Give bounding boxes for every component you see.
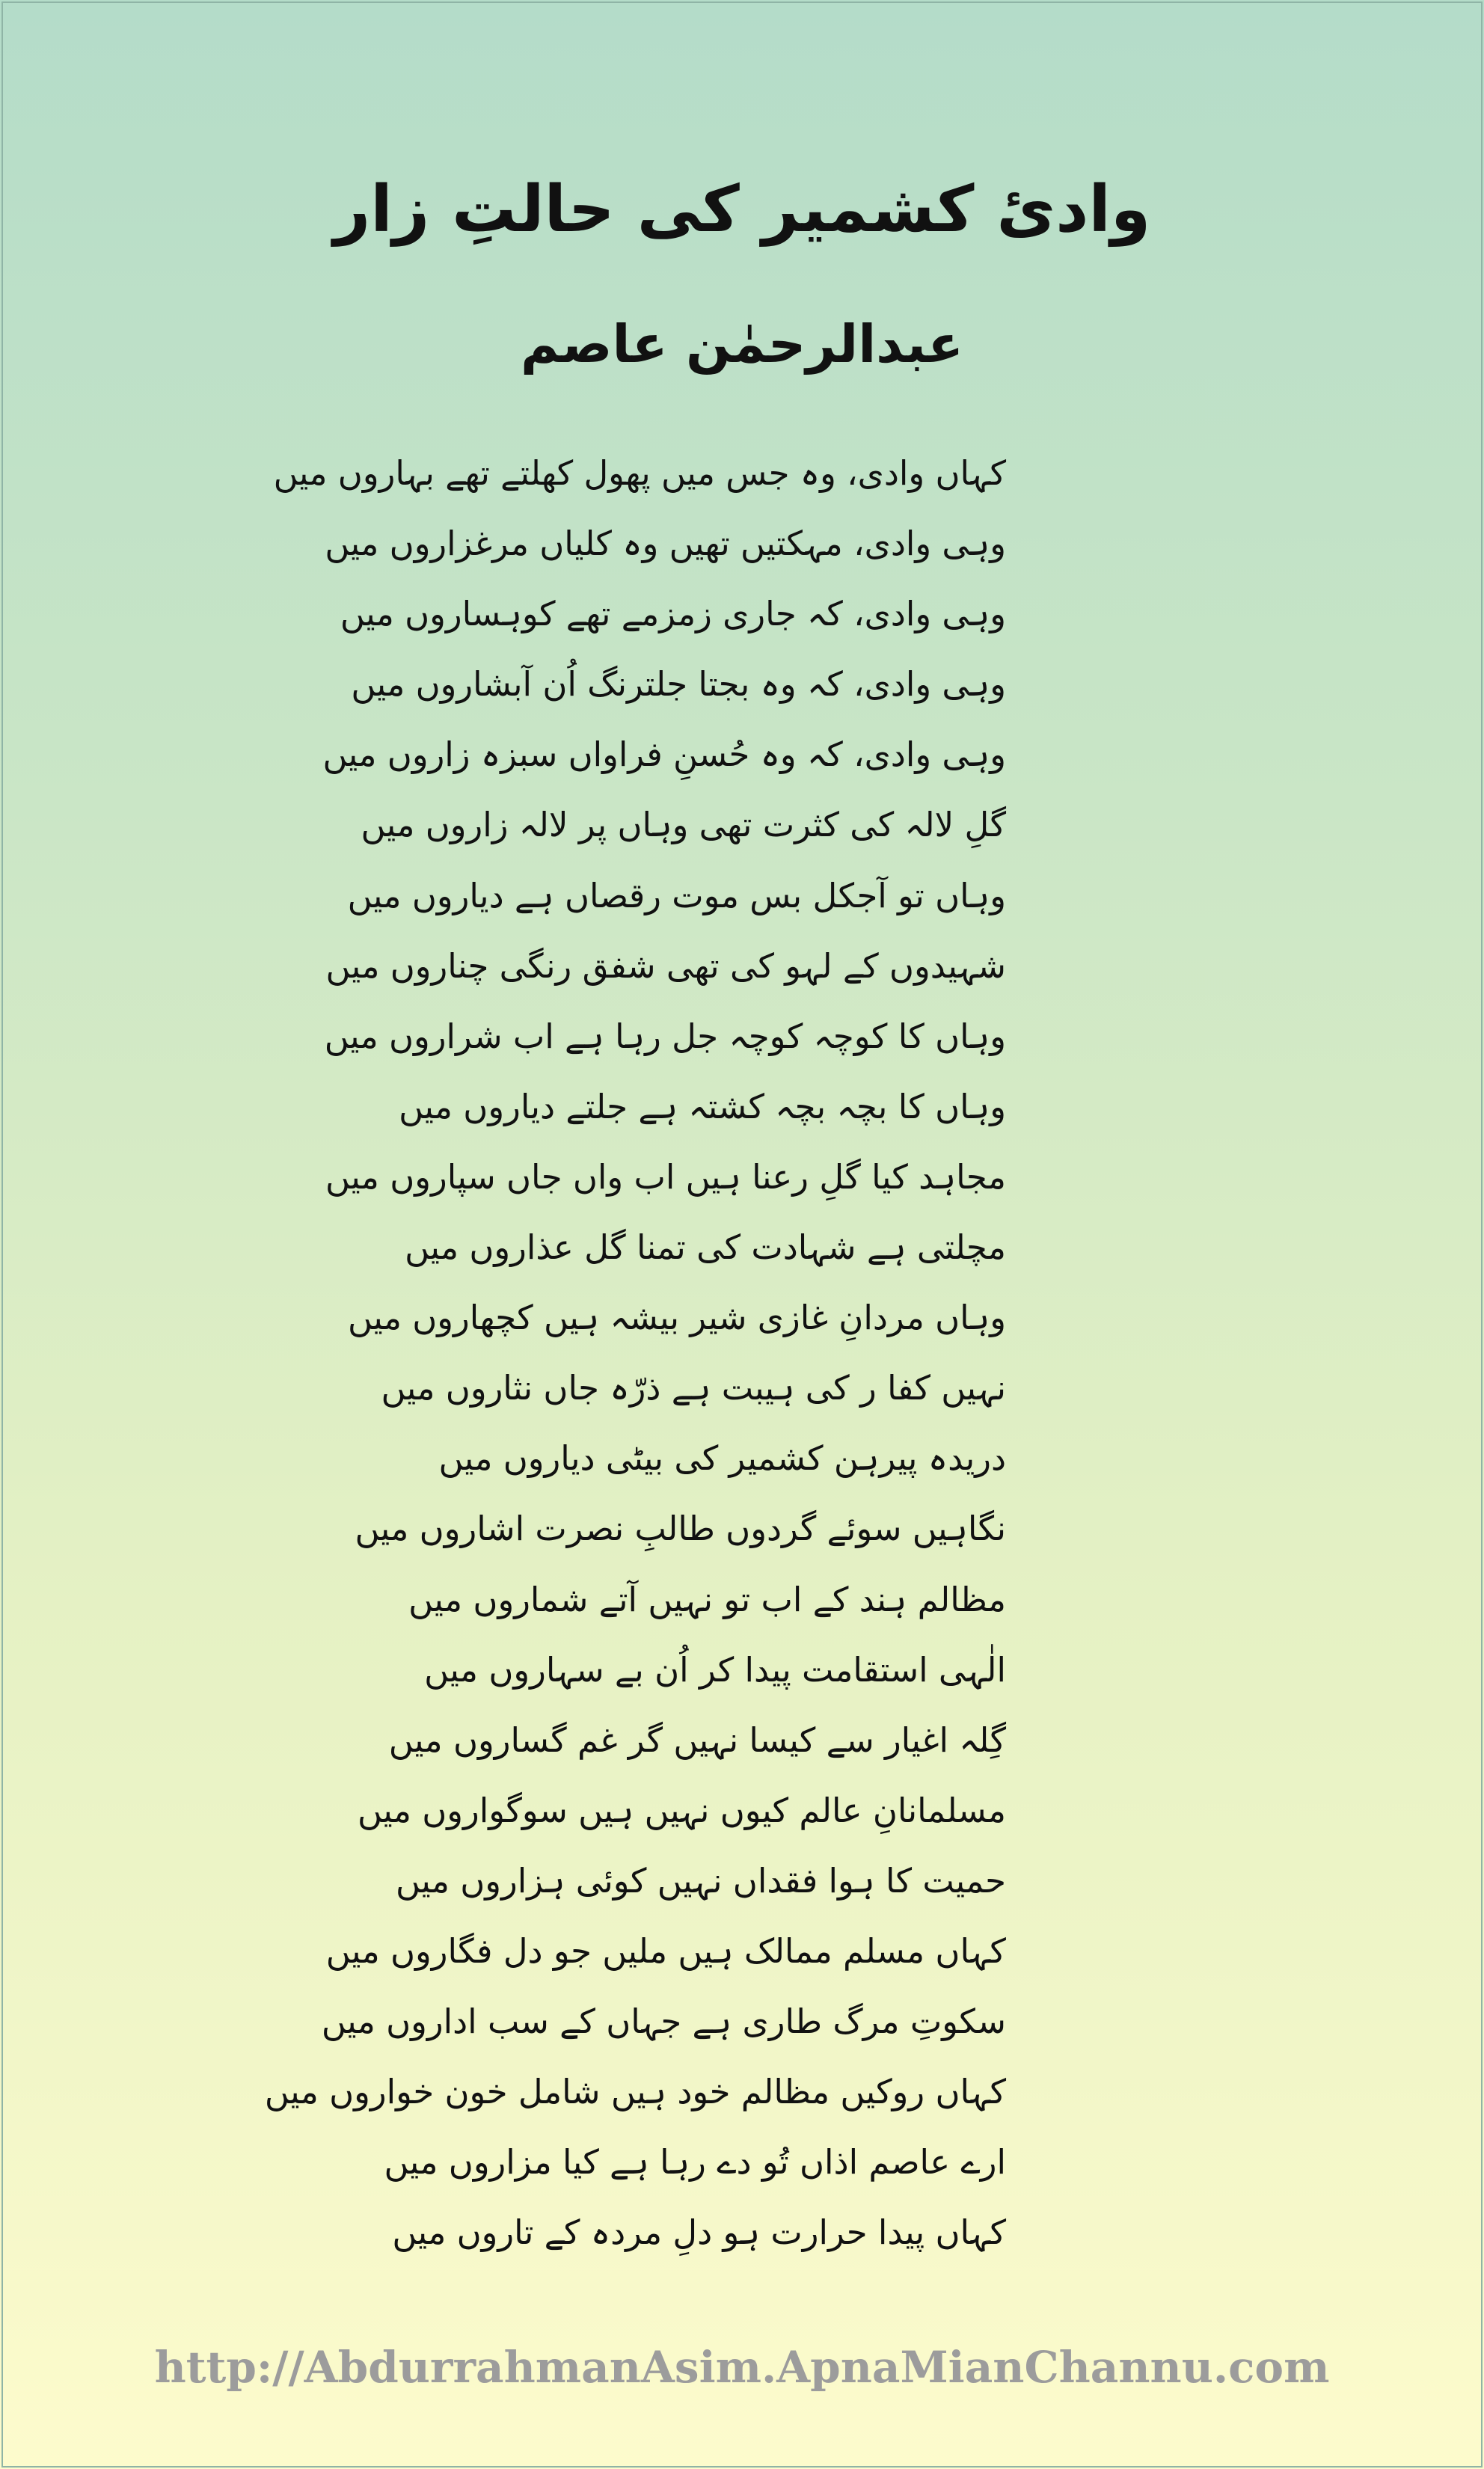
- verse-line: حمیت کا ہوا فقداں نہیں کوئی ہزاروں میں: [396, 1860, 1006, 1901]
- verse-line: وہاں کا کوچہ کوچہ جل رہا ہے اب شراروں میں: [324, 1016, 1006, 1056]
- verse-line: کہاں مسلم ممالک ہیں ملیں جو دل فگاروں میں: [325, 1930, 1006, 1971]
- verse-line: وہی وادی، کہ وہ بجتا جلترنگ اُن آبشاروں میں: [351, 664, 1006, 705]
- verse-line: وہی وادی، کہ وہ حُسنِ فراواں سبزہ زاروں میں: [322, 734, 1006, 775]
- verse-line: کہاں پیدا حرارت ہو دلِ مردہ کے تاروں میں: [392, 2212, 1006, 2253]
- verse-line: نہیں کفا ر کی ہیبت ہے ذرّہ جاں نثاروں میں: [381, 1368, 1006, 1408]
- verse-line: وہاں مردانِ غازی شیر بیشہ ہیں کچھاروں میں: [347, 1298, 1006, 1338]
- verse-line: کہاں وادی، وہ جس میں پھول کھلتے تھے بہاروں میں: [273, 453, 1006, 493]
- verse-line: کہاں روکیں مظالم خود ہیں شامل خون خواروں میں: [264, 2072, 1006, 2112]
- verse-line: وہاں کا بچہ بچہ کشتہ ہے جلتے دیاروں میں: [399, 1086, 1006, 1126]
- verse-line: مظالم ہند کے اب تو نہیں آتے شماروں میں: [408, 1579, 1006, 1619]
- poem-author: عبدالرحمٰن عاصم: [520, 313, 964, 375]
- verse-line: وہی وادی، مہکتیں تھیں وہ کلیاں مرغزاروں میں: [325, 524, 1006, 564]
- verse-line: گِلہ اغیار سے کیسا نہیں گر غم گساروں میں: [388, 1720, 1006, 1760]
- verse-line: ارے عاصم اذاں تُو دے رہا ہے کیا مزاروں میں: [384, 2142, 1006, 2183]
- verse-line: مچلتی ہے شہادت کی تمنا گل عذاروں میں: [405, 1227, 1006, 1268]
- verse-line: نگاہیں سوئے گردوں طالبِ نصرت اشاروں میں: [355, 1509, 1006, 1549]
- verse-line: مجاہد کیا گلِ رعنا ہیں اب واں جاں سپاروں میں: [325, 1156, 1006, 1197]
- verse-line: الٰہی استقامت پیدا کر اُن بے سہاروں میں: [424, 1649, 1006, 1690]
- verse-line: وہاں تو آجکل بس موت رقصاں ہے دیاروں میں: [347, 875, 1006, 915]
- poem-title: وادیٔ کشمیر کی حالتِ زار: [333, 172, 1151, 247]
- verse-line: گلِ لالہ کی کثرت تھی وہاں پر لالہ زاروں میں: [361, 805, 1006, 845]
- verse-line: سکوتِ مرگ طاری ہے جہاں کے سب اداروں میں: [321, 2002, 1006, 2042]
- verse-line: مسلمانانِ عالم کیوں نہیں ہیں سوگواروں میں: [358, 1790, 1006, 1830]
- verse-line: دریدہ پیرہن کشمیر کی بیٹی دیاروں میں: [438, 1438, 1006, 1479]
- verse-line: وہی وادی، کہ جاری زمزمے تھے کوہساروں میں: [340, 594, 1006, 634]
- poem-verses: [264, 438, 1006, 2268]
- verse-line: شہیدوں کے لہو کی تھی شفق رنگی چناروں میں: [325, 945, 1006, 986]
- website-url: http://AbdurrahmanAsim.ApnaMianChannu.com: [154, 2342, 1330, 2393]
